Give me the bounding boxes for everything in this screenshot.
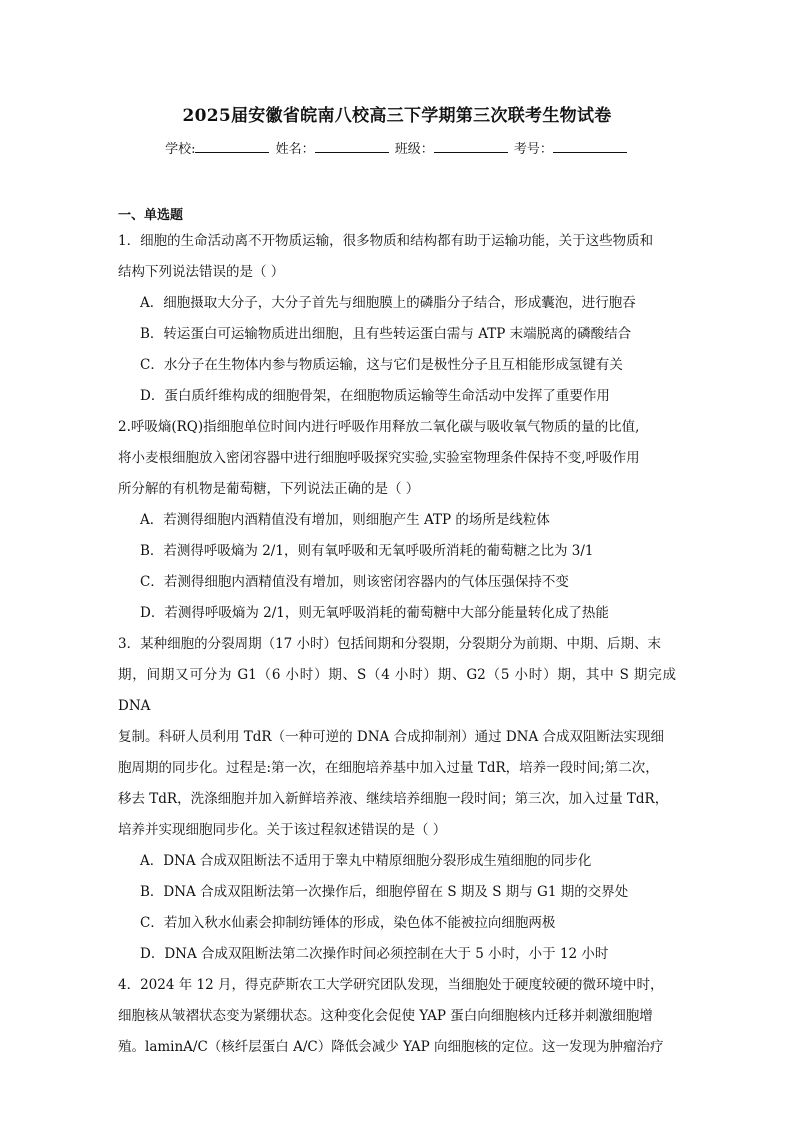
question-3 xyxy=(118,629,676,970)
question-4-stem-line: 4．2024 年 12 月，得克萨斯农工大学研究团队发现，当细胞处于硬度较硬的微环境中时， xyxy=(118,977,664,993)
question-1 xyxy=(118,226,676,412)
section-heading: 一、单选题 xyxy=(118,208,184,223)
class-blank xyxy=(434,138,508,153)
question-1-stem-line: 结构下列说法错误的是（ ） xyxy=(118,264,285,280)
question-3-stem-line: 3．某种细胞的分裂周期（17 小时）包括间期和分裂期，分裂期分为前期、中期、后期、末 xyxy=(118,636,662,652)
name-field xyxy=(276,138,391,160)
school-blank xyxy=(195,138,269,153)
question-2-stem-line: 将小麦根细胞放入密闭容器中进行细胞呼吸探究实验,实验室物理条件保持不变,呼吸作用 xyxy=(118,450,640,466)
school-field xyxy=(165,138,271,160)
question-1-option-d: D．蛋白质纤维构成的细胞骨架，在细胞物质运输等生命活动中发挥了重要作用 xyxy=(140,388,610,404)
name-label: 姓名： xyxy=(275,142,315,157)
question-1-stem-line: 1．细胞的生命活动离不开物质运输，很多物质和结构都有助于运输功能，关于这些物质和 xyxy=(118,233,654,249)
question-1-option-b: B．转运蛋白可运输物质进出细胞，且有些转运蛋白需与 ATP 末端脱离的磷酸结合 xyxy=(140,326,632,342)
name-blank xyxy=(315,138,389,153)
question-3-stem-line: 胞周期的同步化。过程是:第一次，在细胞培养基中加入过量 TdR，培养一段时间;第二次， xyxy=(118,760,659,776)
class-label: 班级： xyxy=(394,142,434,157)
student-info-row xyxy=(118,138,676,160)
exam-number-field xyxy=(514,138,629,160)
question-3-option-b: B．DNA 合成双阻断法第一次操作后，细胞停留在 S 期及 S 期与 G1 期的交界处 xyxy=(140,884,629,900)
school-label: 学校: xyxy=(165,142,196,157)
question-2-option-b: B．若测得呼吸熵为 2/1，则有氧呼吸和无氧呼吸所消耗的葡萄糖之比为 3/1 xyxy=(140,543,594,559)
question-4-stem-line: 殖。laminA/C（核纤层蛋白 A/C）降低会减少 YAP 向细胞核的定位。这一发现为肿瘤治疗 xyxy=(118,1039,664,1055)
question-2-option-a: A．若测得细胞内酒精值没有增加，则细胞产生 ATP 的场所是线粒体 xyxy=(140,512,550,528)
question-4 xyxy=(118,970,676,1063)
question-1-option-a: A．细胞摄取大分子，大分子首先与细胞膜上的磷脂分子结合，形成囊泡，进行胞吞 xyxy=(140,295,636,311)
question-2 xyxy=(118,412,676,629)
question-3-stem-line: 移去 TdR，洗涤细胞并加入新鲜培养液、继续培养细胞一段时间；第三次，加入过量 TdR， xyxy=(118,791,669,807)
question-3-stem-line: 培养并实现细胞同步化。关于该过程叙述错误的是（ ） xyxy=(118,822,447,838)
question-3-stem-line: 期，间期又可分为 G1（6 小时）期、S（4 小时）期、G2（5 小时）期，其中 S 期完成 DNA xyxy=(118,667,676,714)
question-2-stem-line: 所分解的有机物是葡萄糖，下列说法正确的是（ ） xyxy=(118,481,420,497)
question-4-stem-line: 细胞核从皱褶状态变为紧绷状态。这种变化会促使 YAP 蛋白向细胞核内迁移并刺激细胞增 xyxy=(118,1008,653,1024)
question-1-option-c: C．水分子在生物体内参与物质运输，这与它们是极性分子且互相能形成氢键有关 xyxy=(140,357,623,373)
exam-number-blank xyxy=(553,138,627,153)
question-3-option-d: D．DNA 合成双阻断法第二次操作时间必须控制在大于 5 小时，小于 12 小时 xyxy=(140,946,609,962)
exam-title: 2025届安徽省皖南八校高三下学期第三次联考生物试卷 xyxy=(182,106,612,126)
class-field xyxy=(395,138,510,160)
question-2-option-d: D．若测得呼吸熵为 2/1，则无氧呼吸消耗的葡萄糖中大部分能量转化成了热能 xyxy=(140,605,609,621)
question-3-option-c: C．若加入秋水仙素会抑制纺锤体的形成，染色体不能被拉向细胞两极 xyxy=(140,915,556,931)
question-3-option-a: A．DNA 合成双阻断法不适用于睾丸中精原细胞分裂形成生殖细胞的同步化 xyxy=(140,853,592,869)
question-3-stem-line: 复制。科研人员利用 TdR（一种可逆的 DNA 合成抑制剂）通过 DNA 合成双阻断法实现细 xyxy=(118,729,665,745)
exam-number-label: 考号： xyxy=(513,142,553,157)
question-2-option-c: C．若测得细胞内酒精值没有增加，则该密闭容器内的气体压强保持不变 xyxy=(140,574,569,590)
question-2-stem-line: 2.呼吸熵(RQ)指细胞单位时间内进行呼吸作用释放二氧化碳与吸收氧气物质的量的比值, xyxy=(118,419,640,435)
